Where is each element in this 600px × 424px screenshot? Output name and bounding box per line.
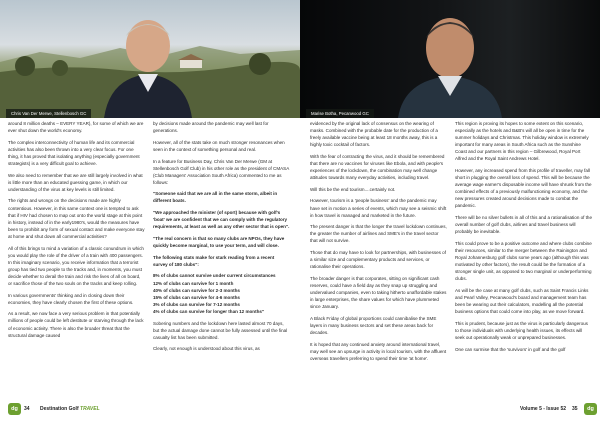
paragraph: In various governments' thinking and in closing down their economies, they have clearly chosen the first of these options. [8,292,134,305]
paragraph: Will this be the end tourism....certainly not. [310,186,396,192]
paragraph: The present danger is that the longer the travel lockdown continues, the greater the number of airlines and SME's in the travel sector that will not survive. [310,224,447,244]
page-number-right: 35 [572,406,578,412]
paragraph: This region is proving its hopes to some extent on this scenario, especially as the hotels and B&B's will all be open in time for the summer holidays and Christmas. This holiday window is extremely important for many areas in South Africa such as the Sunshine Coast and our partners in this region – Gilbrewood, Royal Port Alfred and the Royal Saint Andrews Hotel. [455,121,589,162]
paragraph: The complex interconnectivity of human life and its commercial activities has also been thrown into a very clear focus. For one thing, it has proved that isolating anything (especially government strategists) is a very difficult goal to achieve. [8,139,140,166]
photo-left-artwork [0,0,300,118]
photo-caption-left: Chris Van Der Merwe, Stellenbosch GC [6,109,91,118]
paragraph: In a feature for Business Day, Chris Van Der Merwe (GM at Stellenbosch Golf Club) in his other role as the president of CMASA (Club Managers' Association South Africa) commented to me as follows: [153,158,289,185]
magazine-accent-text: TRAVEL [80,406,100,412]
magazine-name [40,403,100,415]
volume-issue: Volume 5 - Issue 52 [520,406,567,412]
paragraph: As will be the case at many golf clubs, such as Saint Francis Links and Pearl Valley, Pecanwood's board and management team has been be wearing out their calculators, modelling all the potential business options that could come into play, as we move forward. [455,288,589,315]
paragraph: by decisions made around the pandemic may well last for generations. [153,121,269,134]
paragraph: As a result, we now face a very serious problem in that potentially millions of people could be left destitute or starving through the lack of economic activity. There is also the broader threat that the structural damage caused [8,311,144,338]
paragraph: One can surmise that the 'survivors' in golf and the golf [455,346,566,352]
photo-caption-right: Marise Botha, Pecanwood GC [306,109,374,118]
photo-right-artwork [300,0,600,118]
paragraph: The rights and wrongs on the decisions made are highly contentious. However, in this same context one is tempted to ask that if HIV had chosen to map out onto the world stage at this point in history, instead of in the early1980's, would the measures have been to prohibit any form of sexual contact and make everyone stay at home and shut down all commercial activities? [8,198,145,239]
paragraph: With the fear of contracting the virus, and it should be remembered that there are no vaccines for viruses like Ebola, and with people's experiences of the lockdown, the combination may well change attitudes towards many everyday activities, including travel. [310,153,445,181]
paragraph: A Black Friday of global proportions could cannibalise the SME layers in many business sectors and set these areas back for decades. [310,315,437,336]
paragraph: Sobering numbers and the lockdown here lasted almost 70 days, but the actual damage done cannot be fully assessed until the final casualty list has been submitted. [153,320,288,340]
paragraph: All of this brings to mind a variation of a classic conundrum in which you would play the role of the driver of a train with 400 passengers. In this imaginary scenario, you receive information that a terrorist group has tied two people to the tracks and, in moments, you must decide whether to derail the train and risk the lives of all on board, or sacrifice those of the two souls on the tracks and keep rolling. [8,245,144,286]
paragraph: We also need to remember that we are still largely involved in what is little more than an educated guessing game, in which our understanding of the virus at key levels is still limited. [8,172,143,192]
paragraph: evidenced by the original lack of consensus on the wearing of masks. Combined with the probable date for the production of a freely available vaccine being at least 18 months away, this is a highly toxic cocktail of factors. [310,121,438,148]
paragraph: However, tourism is a 'people business' and the pandemic may have set in motion a series of events, which may see a seismic shift in how travel is managed and marketed in the future. [310,198,447,218]
dg-logo-left: dg [8,403,21,415]
paragraph: However, any increased spend from this profile of traveller, may fall short in plugging the overall loss of spend. This will be because the average wage earner's disposable income will have shrunk from the combined effects of a previously malfunctioning economy, and the new pressures created around decisions made to combat the pandemic. [455,168,592,209]
article-column-2 [153,120,290,357]
article-column-3 [310,120,447,367]
paragraph: However, all of the stats take on much stronger resonances when seen in the context of something personal and real. [153,139,285,152]
quote-paragraph: "The real concern is that so many clubs are NPOs, they have quickly become marginal, to use your term, and will close. [153,235,285,249]
paragraph: This could prove to be a positive outcome and where clubs combine their resources, similar to the merger between the Rainington and Royal Johannesburg golf clubs some years ago (although this was motivated by other factors), the result could be the formation of a stronger single unit, as opposed to two marginal or underperforming clubs. [455,240,592,282]
paragraph: This is prudent, because just as the virus is particularly dangerous to those individuals with underlying health issues, its effects will seek out operationally weak or unprepared businesses. [455,320,588,341]
paragraph: around 8 million deaths – EVERY YEAR), for some of which we are ever shut down the world's economy. [8,121,144,134]
article-column-4 [455,120,592,357]
quote-paragraph: "We approached the minister (of sport) because with golf's 'boat' we are confident that we can comply with the regulatory requirements, at least as well as any other sector that is open". [153,210,290,230]
quote-paragraph: The following stats make for stark reading from a recent survey of 180 clubs": [153,254,275,267]
survey-stats-list: 8% of clubs cannot survive under current circumstances 12% of clubs can survive for 1 month 40% of clubs can survive for 2-3 months 15% of clubs can survive for 4-6 months 3% of clubs can survive for 7-12 months 4% of clubs can survive for longer than 12 months" [153,273,276,314]
magazine-name-text: Destination Golf [40,406,79,412]
quote-paragraph: "Someone said that we are all in the same storm, albeit in different boats. [153,191,278,204]
paragraph: Clearly, not enough is understood about this virus, as [153,346,260,352]
article-column-1 [8,120,145,343]
photo-chris-van-der-merwe [0,0,300,118]
page-number-left: 34 [24,406,30,412]
paragraph: It is hoped that any continued anxiety around international travel, may well see an upsurge in activity in local tourism, with the affluent overseas travellers preferring to spend their time 'at home'. [310,341,447,361]
paragraph: There will be no silver bullets in all of this and a rationalisation of the overall number of golf clubs, airlines and travel business will probably be inevitable. [455,215,592,235]
paragraph: Those that do may have to look for partnerships, with businesses of a similar size and complementary products and services, or rationalise their operations. [310,250,446,270]
photo-marise-botha [300,0,600,118]
paragraph: The broader danger is that corporates, sitting on significant cash reserves, could have a field day as they snap up struggling and undervalued companies, even to taking hitherto unaffordable stakes in large enterprises, the share values for which have plummeted since January. [310,275,447,310]
dg-logo-right: dg [584,403,597,415]
